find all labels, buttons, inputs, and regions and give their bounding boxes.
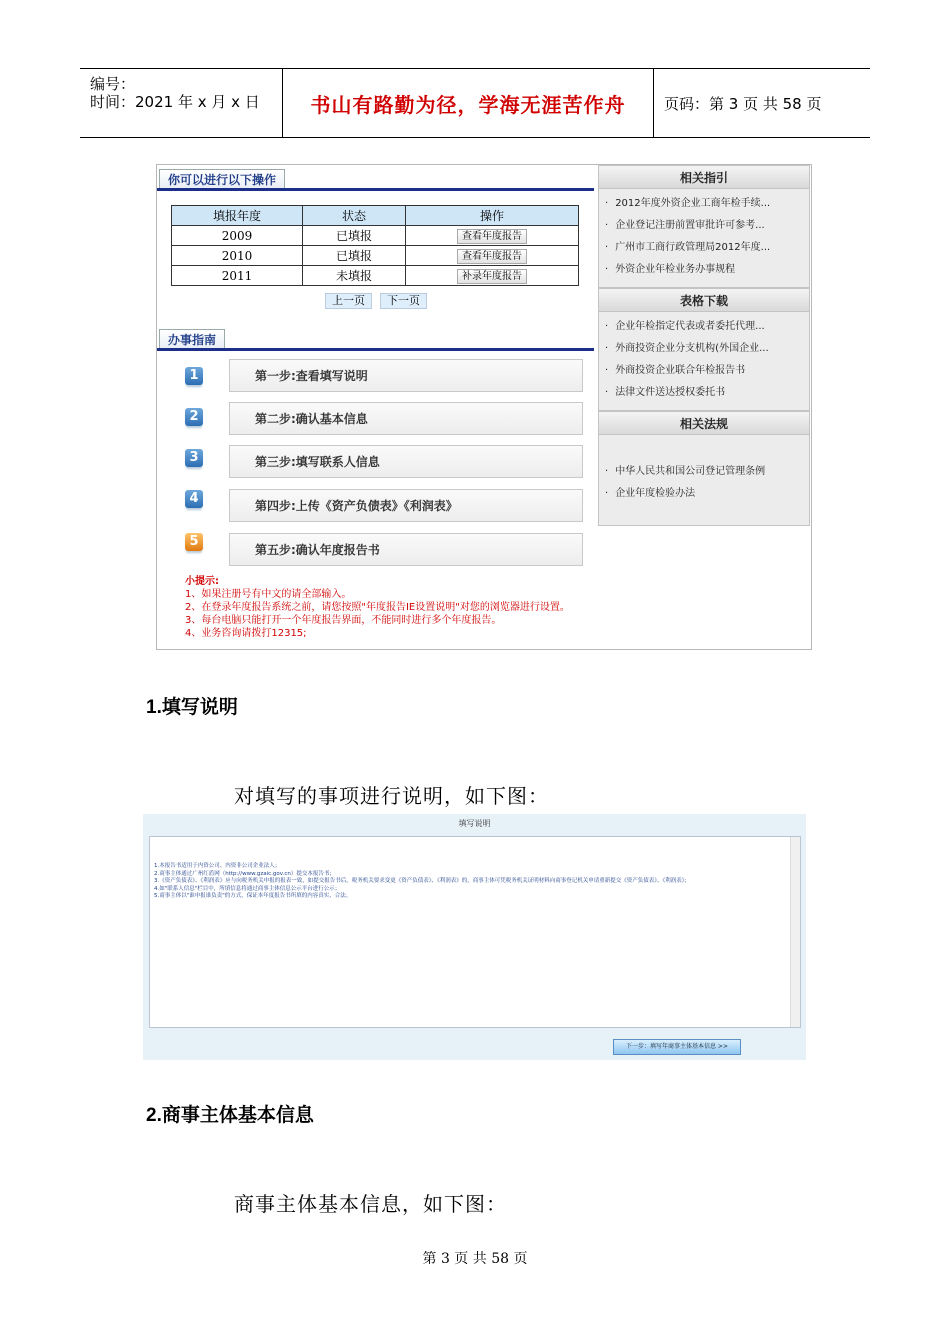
step-4-icon: 4: [185, 490, 203, 508]
tip-line: 1、如果注册号有中文的请全部输入。: [185, 589, 352, 600]
tip-line: 4、业务咨询请拨打12315;: [185, 628, 307, 639]
instruction-line: 5.商事主体以"谁申报谁负责"的方式，保证本年度报告书所填的内容真实、合法。: [154, 893, 352, 899]
instruction-line: 3.《资产负债表》、《利润表》应与向税务机关申报的报表一致，如提交报告书后，税务机关要求变更《资产负债表》、《利润表》的，商事主体可凭税务机关证明材料向商事登记机关申请重新提交《资产负债表》、《利润表》；: [154, 878, 691, 884]
page-footer: 第 3 页 共 58 页: [422, 1251, 528, 1267]
instruction-line: 1.本报告书适用于内资公司、内资非公司企业法人；: [154, 863, 281, 869]
instructions-title: 填写说明: [458, 819, 491, 828]
table-row: [172, 246, 579, 266]
view-report-button[interactable]: 查看年度报告: [457, 229, 527, 244]
status-cell: 已填报: [303, 246, 406, 266]
tip-line: 3、每台电脑只能打开一个年度报告界面，不能同时进行多个年度报告。: [185, 615, 502, 626]
table-header-row: [172, 206, 579, 226]
scrollbar[interactable]: [790, 837, 800, 1027]
tip-line: 2、在登录年度报告系统之前，请您按照"年度报告IE设置说明"对您的浏览器进行设置。: [185, 602, 570, 613]
status-cell: 已填报: [303, 226, 406, 246]
sidebar-link[interactable]: · 广州市工商行政管理局2012年度...: [605, 242, 771, 253]
step-5-icon: 5: [185, 533, 203, 551]
action-cell: [406, 266, 579, 286]
motto-text: 书山有路勤为径，学海无涯苦作舟: [310, 92, 626, 117]
header-motto-cell: [283, 69, 654, 137]
guide-section: [598, 189, 810, 288]
year-cell: 2011: [172, 266, 303, 286]
action-cell: [406, 226, 579, 246]
table-row: [172, 266, 579, 286]
tips-title: 小提示:: [185, 576, 219, 587]
section-1-heading: 1.填写说明: [146, 697, 238, 718]
sidebar-link[interactable]: · 企业年检指定代表或者委托代理...: [605, 321, 765, 332]
tab-divider: [157, 348, 594, 351]
step-1-button[interactable]: 第一步:查看填写说明: [229, 359, 583, 392]
year-cell: 2009: [172, 226, 303, 246]
action-cell: [406, 246, 579, 266]
guide-tab[interactable]: 办事指南: [159, 329, 225, 350]
laws-section-title: 相关法规: [598, 411, 810, 435]
guide-section-title: 相关指引: [598, 165, 810, 189]
document-header: [80, 68, 870, 138]
number-label: 编号：: [90, 75, 136, 93]
forms-section-title: 表格下载: [598, 288, 810, 312]
guide-tab-header: [157, 327, 594, 351]
page-info: 页码：第 3 页 共 58 页: [664, 94, 822, 113]
header-page-cell: [654, 69, 870, 137]
report-year-table: [171, 205, 579, 286]
next-page-button[interactable]: 下一页: [380, 293, 427, 309]
sidebar-link[interactable]: · 企业年度检验办法: [605, 488, 696, 499]
sidebar: [598, 165, 810, 526]
step-5-button[interactable]: 第五步:确认年度报告书: [229, 533, 583, 566]
view-report-button[interactable]: 查看年度报告: [457, 249, 527, 264]
tab-divider: [157, 188, 594, 191]
ops-tab[interactable]: 你可以进行以下操作: [159, 169, 285, 190]
instructions-text: [154, 863, 690, 901]
prev-page-button[interactable]: 上一页: [325, 293, 372, 309]
step-2-icon: 2: [185, 408, 203, 426]
annual-report-screenshot: [156, 164, 812, 650]
laws-section: [598, 435, 810, 526]
instruction-line: 4.如"联系人信息"栏目中，所填信息将通过商事主体信息公示平台进行公示；: [154, 885, 341, 892]
step-4-button[interactable]: 第四步:上传《资产负债表》《利润表》: [229, 489, 583, 522]
table-row: [172, 226, 579, 246]
instruction-line: 2.商事主体通过广州红盾网（http://www.gzaic.gov.cn）提交本报告书；: [154, 870, 335, 877]
sidebar-link[interactable]: · 外商投资企业联合年检报告书: [605, 365, 746, 376]
sidebar-link[interactable]: · 中华人民共和国公司登记管理条例: [605, 466, 766, 477]
sidebar-link[interactable]: · 企业登记注册前置审批许可参考...: [605, 220, 765, 231]
header-meta-cell: [80, 69, 283, 137]
step-3-button[interactable]: 第三步:填写联系人信息: [229, 445, 583, 478]
time-label: 时间：2021 年 x 月 x 日: [90, 93, 260, 111]
sidebar-link[interactable]: · 外资企业年检业务办事规程: [605, 264, 736, 275]
sidebar-link[interactable]: · 外商投资企业分支机构(外国企业...: [605, 343, 769, 354]
sidebar-link[interactable]: · 2012年度外资企业工商年检手续...: [605, 198, 771, 209]
ops-tab-header: [157, 167, 594, 191]
step-1-icon: 1: [185, 367, 203, 385]
tips-box: [185, 575, 570, 640]
year-cell: 2010: [172, 246, 303, 266]
step-3-icon: 3: [185, 449, 203, 467]
fill-instructions-screenshot: [143, 814, 806, 1060]
forms-section: [598, 312, 810, 411]
section-2-heading: 2.商事主体基本信息: [146, 1105, 314, 1126]
col-action-header: 操作: [406, 206, 579, 226]
status-cell: 未填报: [303, 266, 406, 286]
col-status-header: 状态: [303, 206, 406, 226]
col-year-header: 填报年度: [172, 206, 303, 226]
supplement-report-button[interactable]: 补录年度报告: [457, 269, 527, 284]
section-1-text: 对填写的事项进行说明，如下图：: [234, 784, 549, 808]
section-2-text: 商事主体基本信息，如下图：: [234, 1192, 507, 1216]
sidebar-link[interactable]: · 法律文件送达授权委托书: [605, 387, 726, 398]
instructions-panel: [149, 836, 801, 1028]
step-2-button[interactable]: 第二步:确认基本信息: [229, 402, 583, 435]
next-step-button[interactable]: 下一步：填写年商事主体基本信息 >>: [613, 1039, 741, 1055]
